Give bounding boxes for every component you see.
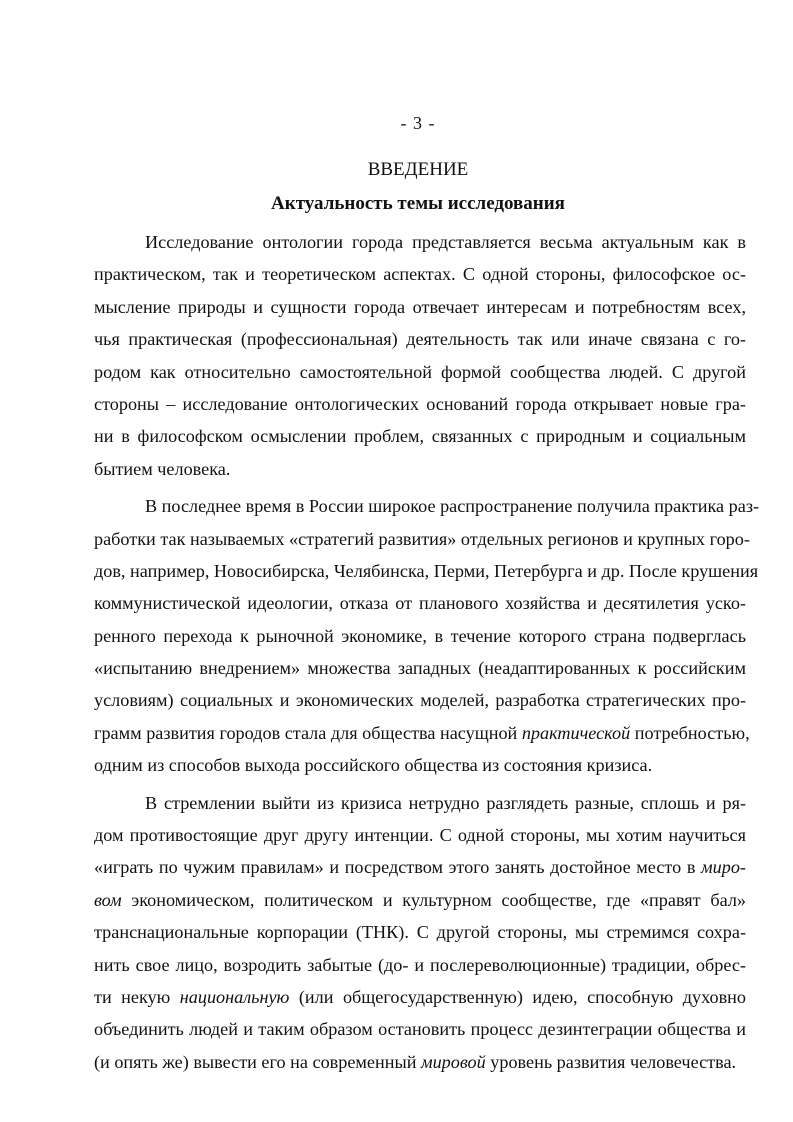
italic-text: национальную (179, 986, 290, 1007)
text-line: коммунистической идеологии, отказа от планового хозяйства и десятилетия уско- (94, 593, 746, 614)
text-line: одним из способов выхода российского общества из состояния кризиса. (94, 755, 653, 776)
text-line: практическом, так и теоретическом аспектах. С одной стороны, философское ос- (94, 264, 746, 285)
text-segment: ти некую (94, 986, 180, 1007)
text-segment: экономическом, политическом и культурном сообществе, где «правят бал» (121, 889, 746, 910)
text-segment: (и опять же) вывести его на современный (94, 1051, 421, 1072)
text-line: ни в философском осмыслении проблем, связанных с природным и социальным (94, 426, 746, 447)
text-segment: потребностью, (630, 722, 750, 743)
text-line: объединить людей и таким образом остановить процесс дезинтеграции общества и (94, 1019, 746, 1040)
italic-text: практической (521, 722, 631, 743)
text-line (94, 884, 746, 916)
text-line: бытием человека. (94, 458, 231, 479)
text-line: транснациональные корпорации (ТНК). С другой стороны, мы стремимся сохра- (94, 922, 746, 943)
text-line (94, 981, 746, 1013)
text-line: работки так называемых «стратегий развития» отдельных регионов и крупных горо- (94, 528, 750, 549)
chapter-title: ВВЕДЕНИЕ (367, 159, 469, 180)
text-line: дов, например, Новосибирска, Челябинска, Перми, Петербурга и др. После крушения (94, 560, 759, 581)
page-number: - 3 - (400, 113, 436, 133)
text-line: «испытанию внедрением» множества западных (неадаптированных к российским (94, 658, 746, 679)
text-segment: «играть по чужим правилам» и посредством этого занять достойное место в (94, 857, 702, 878)
text-line: мысление природы и сущности города отвечает интересам и потребностям всех, (94, 296, 746, 317)
body-text (94, 226, 760, 1078)
paragraph-2 (94, 490, 760, 782)
text-line (94, 1046, 746, 1078)
text-line: нить свое лицо, возродить забытые (до- и послереволюционные) традиции, обрес- (94, 954, 746, 975)
text-segment: (или общегосударственную) идею, способную духовно (289, 986, 746, 1007)
section-title: Актуальность темы исследования (271, 193, 565, 214)
text-line (94, 717, 750, 749)
text-line: В последнее время в России широкое распространение получила практика раз- (145, 496, 760, 517)
italic-text: мировой (420, 1051, 486, 1072)
text-line: В стремлении выйти из кризиса нетрудно разглядеть разные, сплошь и ря- (145, 792, 746, 813)
text-segment: грамм развития городов стала для общества насущной (94, 722, 522, 743)
text-line: дом противостоящие друг другу интенции. С одной стороны, мы хотим научиться (94, 825, 746, 846)
paragraph-3 (94, 787, 746, 1079)
paragraph-1 (94, 226, 746, 485)
text-line: чья практическая (профессиональная) деятельность так или иначе связана с го- (94, 329, 746, 350)
italic-text: вом (94, 889, 122, 910)
text-line: условиям) социальных и экономических моделей, разработка стратегических про- (94, 690, 746, 711)
text-line: Исследование онтологии города представляется весьма актуальным как в (145, 232, 746, 252)
text-segment: уровень развития человечества. (485, 1051, 737, 1072)
text-line (94, 851, 746, 883)
text-line: ренного перехода к рыночной экономике, в течение которого страна подверглась (94, 625, 746, 646)
text-line: родом как относительно самостоятельной формой сообщества людей. С другой (94, 361, 746, 382)
italic-text: миро- (701, 857, 746, 878)
text-line: стороны – исследование онтологических оснований города открывает новые гра- (94, 393, 746, 414)
